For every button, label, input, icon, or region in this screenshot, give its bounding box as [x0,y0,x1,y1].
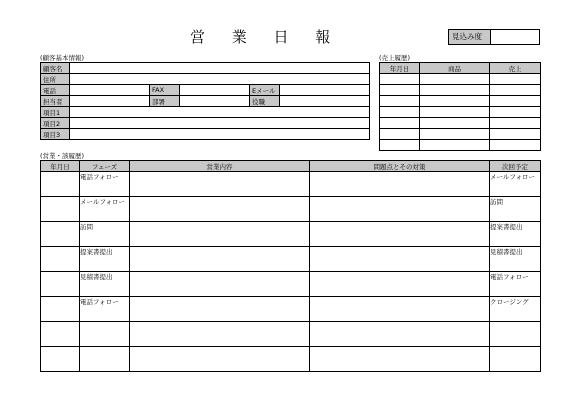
activity-date-cell[interactable] [41,247,80,272]
position-field[interactable] [280,96,370,107]
sales-amount-cell[interactable] [490,74,541,85]
item2-label: 項目2 [41,118,70,129]
item2-field[interactable] [70,118,370,129]
person-label: 担当者 [41,96,70,107]
sales-amount-cell[interactable] [490,118,541,129]
sales-amount-cell[interactable] [490,129,541,140]
customer-name-field[interactable] [70,63,370,74]
sales-date-cell[interactable] [380,129,420,140]
email-label: Eメール [250,85,280,96]
sales-amount-cell[interactable] [490,107,541,118]
customer-name-label: 顧客名 [41,63,70,74]
activity-issues-cell[interactable] [310,172,490,197]
sales-history-table [379,62,541,151]
fax-field[interactable] [180,85,250,96]
sales-product-cell[interactable] [420,85,490,96]
sales-date-cell[interactable] [380,140,420,151]
sales-header-row [380,63,541,74]
activity-content-cell[interactable] [130,172,310,197]
activity-next-cell[interactable]: 見積書提出 [490,247,541,272]
sales-row [380,118,541,129]
email-field[interactable] [280,85,370,96]
sales-amount-cell[interactable] [490,140,541,151]
sales-amount-cell[interactable] [490,85,541,96]
sales-row [380,140,541,151]
activity-date-cell[interactable] [41,222,80,247]
sales-date-cell[interactable] [380,85,420,96]
activity-date-cell[interactable] [41,347,80,372]
sales-amount-cell[interactable] [490,96,541,107]
activity-row [41,322,541,347]
activity-row [41,347,541,372]
activity-next-cell[interactable]: クロージング [490,297,541,322]
activity-section-label: (営業・該履歴) [40,152,85,160]
customer-row-contact [41,85,370,96]
sales-date-cell[interactable] [380,118,420,129]
activity-phase-cell[interactable] [80,322,130,347]
customer-row-name [41,63,370,74]
activity-phase-cell[interactable]: 電話フォロー [80,297,130,322]
activity-row [41,172,541,197]
activity-next-cell[interactable] [490,347,541,372]
activity-phase-cell[interactable]: 電話フォロー [80,172,130,197]
activity-header-phase: フェーズ [80,161,130,172]
sales-product-cell[interactable] [420,107,490,118]
activity-phase-cell[interactable]: 訪問 [80,222,130,247]
activity-content-cell[interactable] [130,222,310,247]
item1-field[interactable] [70,107,370,118]
activity-row [41,297,541,322]
activity-content-cell[interactable] [130,272,310,297]
sales-product-cell[interactable] [420,129,490,140]
phone-label: 電話 [41,85,70,96]
sales-header-product: 商品 [420,63,490,74]
activity-header-issues: 問題点とその対策 [310,161,490,172]
activity-row [41,197,541,222]
customer-row-address [41,74,370,85]
sales-product-cell[interactable] [420,74,490,85]
department-field[interactable] [180,96,250,107]
activity-header-row [41,161,541,172]
prospect-level-label: 見込み度 [449,30,491,44]
customer-row-item2 [41,118,370,129]
activity-issues-cell[interactable] [310,347,490,372]
sales-section-label: (売上履歴) [379,54,411,62]
prospect-level-field[interactable] [491,30,539,44]
address-field[interactable] [70,74,370,85]
customer-section-label: (顧客基本情報) [40,54,85,62]
activity-next-cell[interactable]: 提案書提出 [490,222,541,247]
activity-date-cell[interactable] [41,272,80,297]
sales-row [380,129,541,140]
activity-content-cell[interactable] [130,247,310,272]
prospect-level-box [448,29,540,45]
activity-date-cell[interactable] [41,322,80,347]
activity-phase-cell[interactable]: メールフォロー [80,197,130,222]
person-field[interactable] [70,96,150,107]
activity-issues-cell[interactable] [310,272,490,297]
activity-issues-cell[interactable] [310,247,490,272]
sales-product-cell[interactable] [420,140,490,151]
fax-label: FAX [150,85,180,96]
activity-next-cell[interactable]: 訪問 [490,197,541,222]
activity-row [41,272,541,297]
activity-issues-cell[interactable] [310,222,490,247]
customer-info-table [40,62,370,140]
activity-date-cell[interactable] [41,197,80,222]
activity-issues-cell[interactable] [310,322,490,347]
activity-issues-cell[interactable] [310,197,490,222]
activity-header-content: 営業内容 [130,161,310,172]
sales-product-cell[interactable] [420,96,490,107]
customer-row-item1 [41,107,370,118]
sales-header-amount: 売上 [490,63,541,74]
sales-date-cell[interactable] [380,74,420,85]
phone-field[interactable] [70,85,150,96]
sales-date-cell[interactable] [380,107,420,118]
activity-history-table [40,160,541,372]
activity-header-date: 年月日 [41,161,80,172]
sales-row [380,85,541,96]
activity-phase-cell[interactable]: 見積書提出 [80,272,130,297]
activity-header-next: 次回予定 [490,161,541,172]
sales-product-cell[interactable] [420,118,490,129]
sales-date-cell[interactable] [380,96,420,107]
department-label: 部署 [150,96,180,107]
activity-date-cell[interactable] [41,172,80,197]
activity-phase-cell[interactable]: 提案書提出 [80,247,130,272]
activity-next-cell[interactable]: メールフォロー [490,172,541,197]
activity-next-cell[interactable]: 電話フォロー [490,272,541,297]
sales-row [380,96,541,107]
sales-row [380,107,541,118]
item3-field[interactable] [70,129,370,140]
activity-row [41,222,541,247]
customer-row-person [41,96,370,107]
page-title: 営 業 日 報 [190,28,342,46]
activity-next-cell[interactable] [490,322,541,347]
activity-row [41,247,541,272]
activity-content-cell[interactable] [130,197,310,222]
sales-row [380,74,541,85]
activity-content-cell[interactable] [130,297,310,322]
activity-date-cell[interactable] [41,297,80,322]
activity-content-cell[interactable] [130,322,310,347]
activity-phase-cell[interactable] [80,347,130,372]
activity-issues-cell[interactable] [310,297,490,322]
item1-label: 項目1 [41,107,70,118]
customer-row-item3 [41,129,370,140]
address-label: 住所 [41,74,70,85]
position-label: 役職 [250,96,280,107]
activity-content-cell[interactable] [130,347,310,372]
sales-header-date: 年月日 [380,63,420,74]
item3-label: 項目3 [41,129,70,140]
